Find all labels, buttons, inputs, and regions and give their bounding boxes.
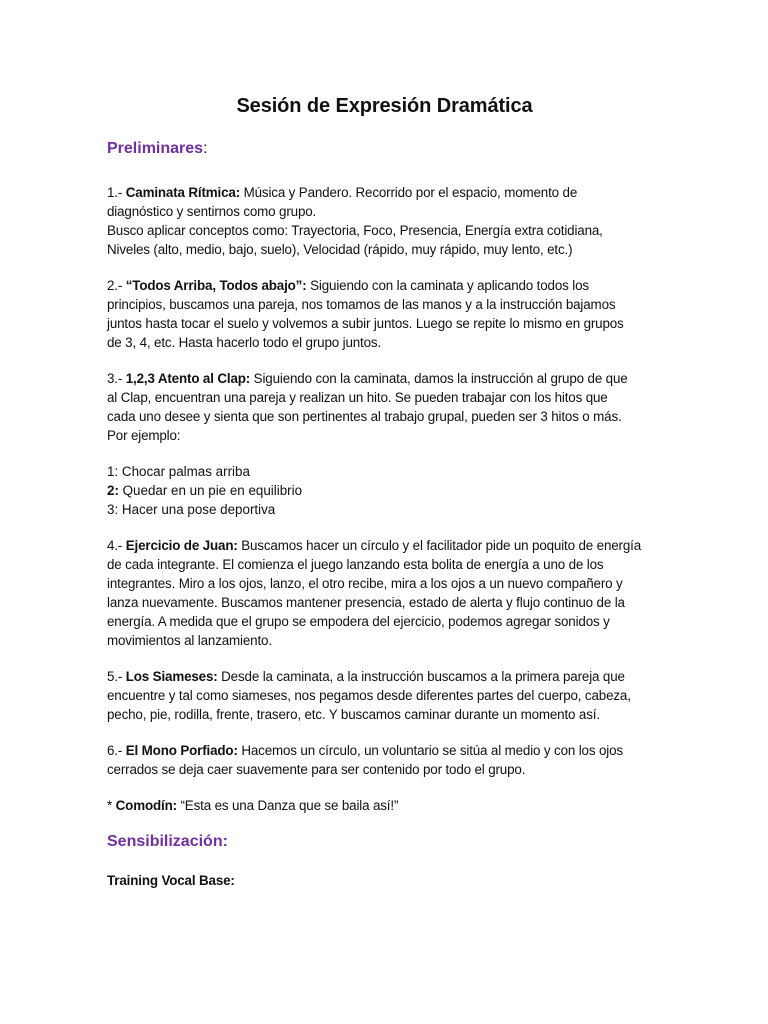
activity-text: cerrados se deja caer suavemente para ser contenido por todo el grupo. — [107, 762, 526, 777]
section-heading-preliminares — [107, 139, 662, 159]
activity-name: 1,2,3 Atento al Clap: — [125, 371, 251, 386]
activity-name: Ejercicio de Juan: — [125, 538, 238, 553]
example-number: 2: — [107, 483, 119, 498]
example-item-2 — [107, 481, 662, 500]
example-number: 1: — [107, 464, 119, 479]
activity-number: 6.- — [107, 743, 126, 758]
activity-text: Siguiendo con la caminata y aplicando todos los — [306, 278, 589, 293]
activity-name: “Todos Arriba, Todos abajo”: — [125, 278, 307, 293]
activity-paragraph-3 — [107, 369, 662, 445]
example-number: 3: — [107, 502, 119, 517]
activity-text: cada uno desee y sienta que son pertinentes al trabajo grupal, pueden ser 3 hitos o más. — [107, 409, 622, 424]
activity-text: al Clap, encuentran una pareja y realizan un hito. Se pueden trabajar con los hitos que — [107, 390, 608, 405]
preliminares-heading-text: Preliminares — [107, 140, 204, 157]
activity-number: 1.- — [107, 185, 126, 200]
activity-text: diagnóstico y sentirnos como grupo. — [107, 204, 317, 219]
activity-name: Los Siameses: — [125, 669, 218, 684]
example-list — [107, 462, 662, 519]
activity-paragraph-5 — [107, 667, 662, 724]
activity-paragraph-1 — [107, 183, 662, 259]
activity-paragraph-6 — [107, 741, 662, 779]
comodin-line — [107, 796, 662, 815]
example-text: Chocar palmas arriba — [118, 464, 250, 479]
activity-text: energía. A medida que el grupo se empodera del ejercicio, podemos agregar sonidos y — [107, 614, 610, 629]
comodin-text: “Esta es una Danza que se baila así!” — [176, 798, 399, 813]
training-vocal-heading: Training Vocal Base: — [107, 873, 235, 888]
example-item-3 — [107, 500, 662, 519]
document-title: Sesión de Expresión Dramática — [236, 95, 533, 117]
activity-text: Busco aplicar conceptos como: Trayectoria, Foco, Presencia, Energía extra cotidiana, — [107, 223, 603, 238]
activity-number: 3.- — [107, 371, 126, 386]
activity-text: Buscamos hacer un círculo y el facilitador pide un poquito de energía — [237, 538, 642, 553]
activity-text: principios, buscamos una pareja, nos tomamos de las manos y a la instrucción bajamos — [107, 297, 616, 312]
activity-number: 5.- — [107, 669, 126, 684]
example-text: Hacer una pose deportiva — [118, 502, 276, 517]
activity-text: Siguiendo con la caminata, damos la instrucción al grupo de que — [250, 371, 628, 386]
activity-number: 4.- — [107, 538, 126, 553]
activity-text: encuentre y tal como siameses, nos pegamos desde diferentes partes del cuerpo, cabeza, — [107, 688, 631, 703]
comodin-label: Comodín: — [115, 798, 177, 813]
preliminares-heading-colon: : — [203, 140, 208, 157]
activity-text: Por ejemplo: — [107, 428, 181, 443]
activity-text: lanza nuevamente. Buscamos mantener presencia, estado de alerta y flujo continuo de la — [107, 595, 625, 610]
comodin-prefix: * — [107, 798, 116, 813]
activity-text: Hacemos un círculo, un voluntario se sitúa al medio y con los ojos — [237, 743, 623, 758]
section-heading-sensibilizacion: Sensibilización: — [107, 833, 228, 850]
activity-paragraph-2 — [107, 276, 662, 352]
activity-name: Caminata Rítmica: — [125, 185, 241, 200]
activity-text: Niveles (alto, medio, bajo, suelo), Velocidad (rápido, muy rápido, muy lento, etc.) — [107, 242, 573, 257]
activity-text: juntos hasta tocar el suelo y volvemos a subir juntos. Luego se repite lo mismo en grupos — [107, 316, 624, 331]
example-item-1 — [107, 462, 662, 481]
activity-text: de cada integrante. El comienza el juego lanzando esta bolita de energía a uno de los — [107, 557, 604, 572]
activity-name: El Mono Porfiado: — [125, 743, 238, 758]
activity-text: de 3, 4, etc. Hasta hacerlo todo el grupo juntos. — [107, 335, 382, 350]
activity-paragraph-4 — [107, 536, 662, 650]
activity-text: pecho, pie, rodilla, frente, trasero, etc. Y buscamos caminar durante un momento así. — [107, 707, 600, 722]
activity-number: 2.- — [107, 278, 126, 293]
activity-text: integrantes. Miro a los ojos, lanzo, el otro recibe, mira a los ojos a un nuevo compañero y — [107, 576, 623, 591]
activity-text: Música y Pandero. Recorrido por el espacio, momento de — [240, 185, 578, 200]
example-text: Quedar en un pie en equilibrio — [118, 483, 303, 498]
activity-text: movimientos al lanzamiento. — [107, 633, 272, 648]
activity-text: Desde la caminata, a la instrucción buscamos a la primera pareja que — [217, 669, 625, 684]
